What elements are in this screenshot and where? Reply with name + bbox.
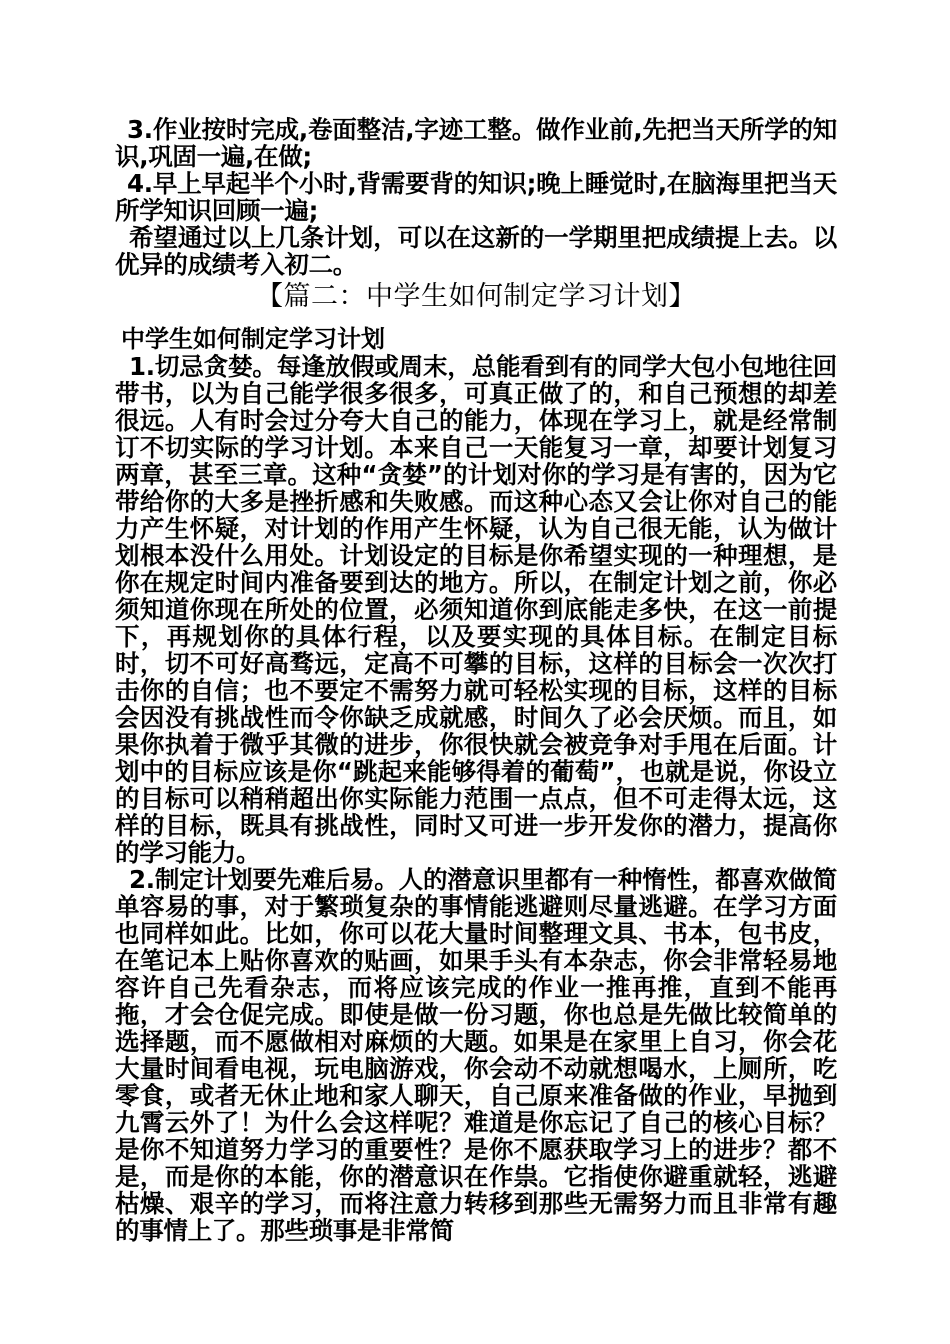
- intro-item-4: 4.早上早起半个小时,背需要背的知识;晚上睡觉时,在脑海里把当天所学知识回顾一遍;: [115, 169, 837, 225]
- body-paragraph-2: 2.制定计划要先难后易。人的潜意识里都有一种惰性，都喜欢做简单容易的事，对于繁琐复杂的事情能逃避则尽量逃避。在学习方面也同样如此。比如，你可以花大量时间整理文具、书本，包书皮，在笔记本上贴你喜欢的贴画，如果手头有本杂志，你会非常轻易地容许自己先看杂志，而将应该完成的作业一推再推，直到不能再拖，才会仓促完成。即使是做一份习题，你也总是先做比较简单的选择题，而不愿做相对麻烦的大题。如果是在家里上自习，你会花大量时间看电视，玩电脑游戏，你会动不动就想喝水，上厕所，吃零食，或者无休止地和家人聊天，自己原来准备做的作业，早抛到九霄云外了！为什么会这样呢？难道是你忘记了自己的核心目标？是你不知道努力学习的重要性？是你不愿获取学习上的进步？都不是，而是你的本能，你的潜意识在作祟。它指使你避重就轻，逃避枯燥、艰辛的学习，而将注意力转移到那些无需努力而且非常有趣的事情上了。那些琐事是非常简: [115, 865, 837, 1245]
- document-page: [115, 116, 837, 1244]
- body-paragraph-1: 1.切忌贪婪。每逢放假或周末，总能看到有的同学大包小包地往回带书，以为自己能学很多很多，可真正做了的，和自己预想的却差很远。人有时会过分夸大自己的能力，体现在学习上，就是经常制订不切实际的学习计划。本来自己一天能复习一章，却要计划复习两章，甚至三章。这种“贪婪”的计划对你的学习是有害的，因为它带给你的大多是挫折感和失败感。而这种心态又会让你对自己的能力产生怀疑，对计划的作用产生怀疑，认为自己很无能，认为做计划根本没什么用处。计划设定的目标是你希望实现的一种理想，是你在规定时间内准备要到达的地方。所以，在制定计划之前，你必须知道你现在所处的位置，必须知道你到底能走多快，在这一前提下，再规划你的具体行程，以及要实现的具体目标。在制定目标时，切不可好高骛远，定高不可攀的目标，这样的目标会一次次打击你的自信；也不要定不需努力就可轻松实现的目标，这样的目标会因没有挑战性而令你缺乏成就感，时间久了必会厌烦。而且，如果你执着于微乎其微的进步，你很快就会被竞争对手甩在后面。计划中的目标应该是你“跳起来能够得着的葡萄”，也就是说，你设立的目标可以稍稍超出你实际能力范围一点点，但不可走得太远，这样的目标，既具有挑战性，同时又可进一步开发你的潜力，提高你的学习能力。: [115, 352, 837, 867]
- intro-item-3: 3.作业按时完成,卷面整洁,字迹工整。做作业前,先把当天所学的知识,巩固一遍,在做;: [115, 115, 837, 171]
- sub-heading: 中学生如何制定学习计划: [121, 325, 385, 353]
- intro-conclusion: 希望通过以上几条计划，可以在这新的一学期里把成绩提上去。以优异的成绩考入初二。: [115, 223, 837, 279]
- section-heading: 【篇二：中学生如何制定学习计划】: [256, 281, 696, 312]
